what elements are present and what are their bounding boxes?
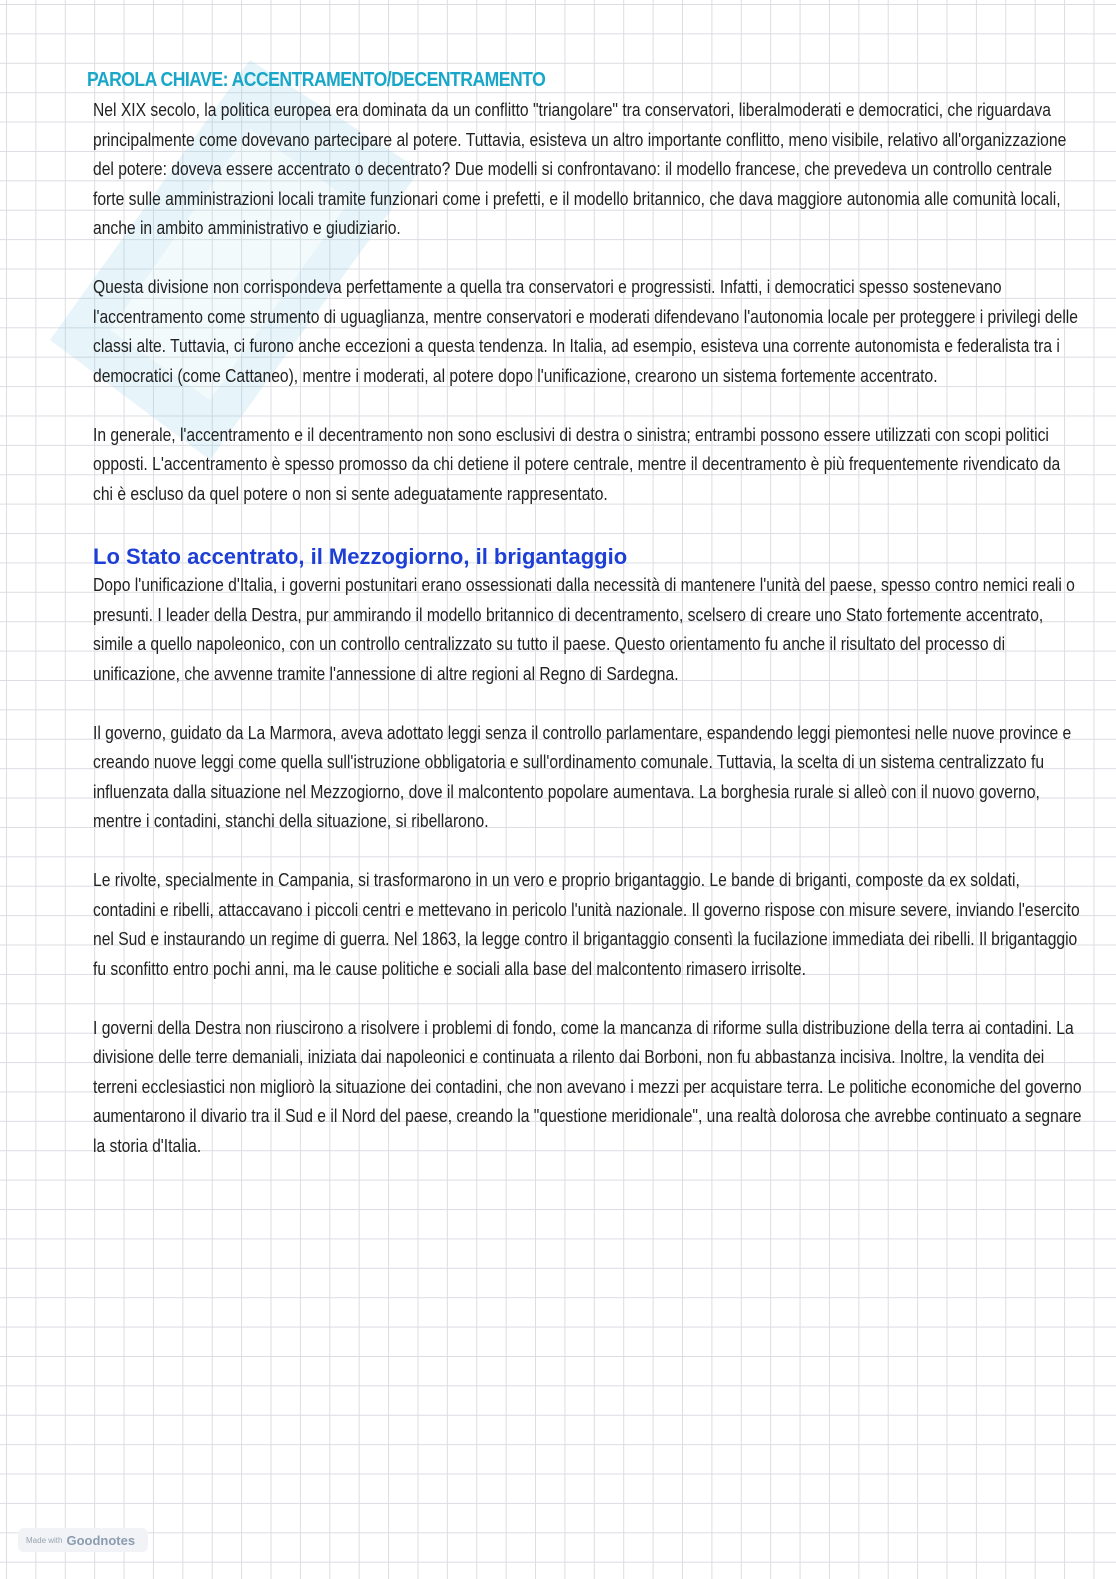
keyword-paragraph: In generale, l'accentramento e il decentramento non sono esclusivi di destra o sinistra; entrambi possono essere utilizzati con scopi politici opposti. L'accentramento è spesso promosso da chi detiene il potere centrale, mentre il decentramento è più frequentemente rivendicato da chi è escluso da quel potere o non si sente adeguatamente rappresentato. bbox=[93, 424, 1061, 504]
goodnotes-brand: Goodnotes bbox=[66, 1532, 136, 1548]
section-paragraph: Le rivolte, specialmente in Campania, si trasformarono in un vero e proprio brigantaggio. Le bande di briganti, composte da ex soldati, contadini e ribelli, attaccavano i piccoli centri e mettevano in pericolo l'unità nazionale. Il governo rispose con misure severe, inviando l'esercito nel Sud e instaurando un regime di guerra. Nel 1863, la legge contro il brigantaggio consentì la fucilazione immediata dei ribelli. Il brigantaggio fu sconfitto entro pochi anni, ma le cause politiche e sociali alla base del malcontento rimasero irrisolte. bbox=[93, 870, 1080, 979]
section-paragraph: Il governo, guidato da La Marmora, aveva adottato leggi senza il controllo parlamentare, espandendo leggi piemontesi nelle nuove province e creando nuove leggi come quella sull'istruzione obbligatoria e sull'ordinamento comunale. Tuttavia, la scelta di un sistema centralizzato fu influenzata dalla situazione nel Mezzogiorno, dove il malcontento popolare aumentava. La borghesia rurale si alleò con il nuovo governo, mentre i contadini, stanchi della situazione, si ribellarono. bbox=[93, 722, 1072, 831]
keyword-paragraph: Nel XIX secolo, la politica europea era dominata da un conflitto "triangolare" tra conservatori, liberalmoderati e democratici, che riguardava principalmente come dovevano partecipare al potere. Tuttavia, esisteva un altro importante conflitto, meno visibile, relativo all'organizzazione del potere: doveva essere accentrato o decentrato? Due modelli si confrontavano: il modello francese, che prevedeva un controllo centrale forte sulle amministrazioni locali tramite funzionari come i prefetti, e il modello britannico, che dava maggiore autonomia alle comunità locali, anche in ambito amministrativo e giudiziario. bbox=[93, 100, 1067, 238]
keyword-paragraph: Questa divisione non corrispondeva perfettamente a quella tra conservatori e progressisti. Infatti, i democratici spesso sostenevano l'accentramento come strumento di uguaglianza, mentre conservatori e moderati difendevano l'autonomia locale per proteggere i privilegi delle classi alte. Tuttavia, ci furono anche eccezioni a questa tendenza. In Italia, ad esempio, esisteva una corrente autonomista e federalista tra i democratici (come Cattaneo), mentre i moderati, al potere dopo l'unificazione, crearono un sistema fortemente accentrato. bbox=[93, 277, 1078, 386]
page-content bbox=[87, 66, 1082, 1161]
keyword-title: PAROLA CHIAVE: ACCENTRAMENTO/DECENTRAMENTO bbox=[87, 69, 546, 91]
section-paragraph: I governi della Destra non riuscirono a risolvere i problemi di fondo, come la mancanza di riforme sulla distribuzione della terra ai contadini. La divisione delle terre demaniali, iniziata dai napoleonici e continuata a rilento dai Borboni, non fu abbastanza incisiva. Inoltre, la vendita dei terreni ecclesiastici non migliorò la situazione dei contadini, che non avevano i mezzi per acquistare terra. Le politiche economiche del governo aumentarono il divario tra il Sud e il Nord del paese, creando la "questione meridionale", una realtà dolorosa che avrebbe continuato a segnare la storia d'Italia. bbox=[93, 1017, 1082, 1156]
goodnotes-badge[interactable] bbox=[18, 1528, 148, 1552]
made-with-label: Made with bbox=[26, 1535, 63, 1545]
section-title: Lo Stato accentrato, il Mezzogiorno, il brigantaggio bbox=[93, 544, 628, 569]
section-paragraph: Dopo l'unificazione d'Italia, i governi postunitari erano ossessionati dalla necessità di mantenere l'unità del paese, spesso contro nemici reali o presunti. I leader della Destra, pur ammirando il modello britannico di decentramento, scelsero di creare uno Stato fortemente accentrato, simile a quello napoleonico, con un controllo centralizzato su tutto il paese. Questo orientamento fu anche il risultato del processo di unificazione, che avvenne tramite l'annessione di altre regioni al Regno di Sardegna. bbox=[93, 575, 1075, 684]
